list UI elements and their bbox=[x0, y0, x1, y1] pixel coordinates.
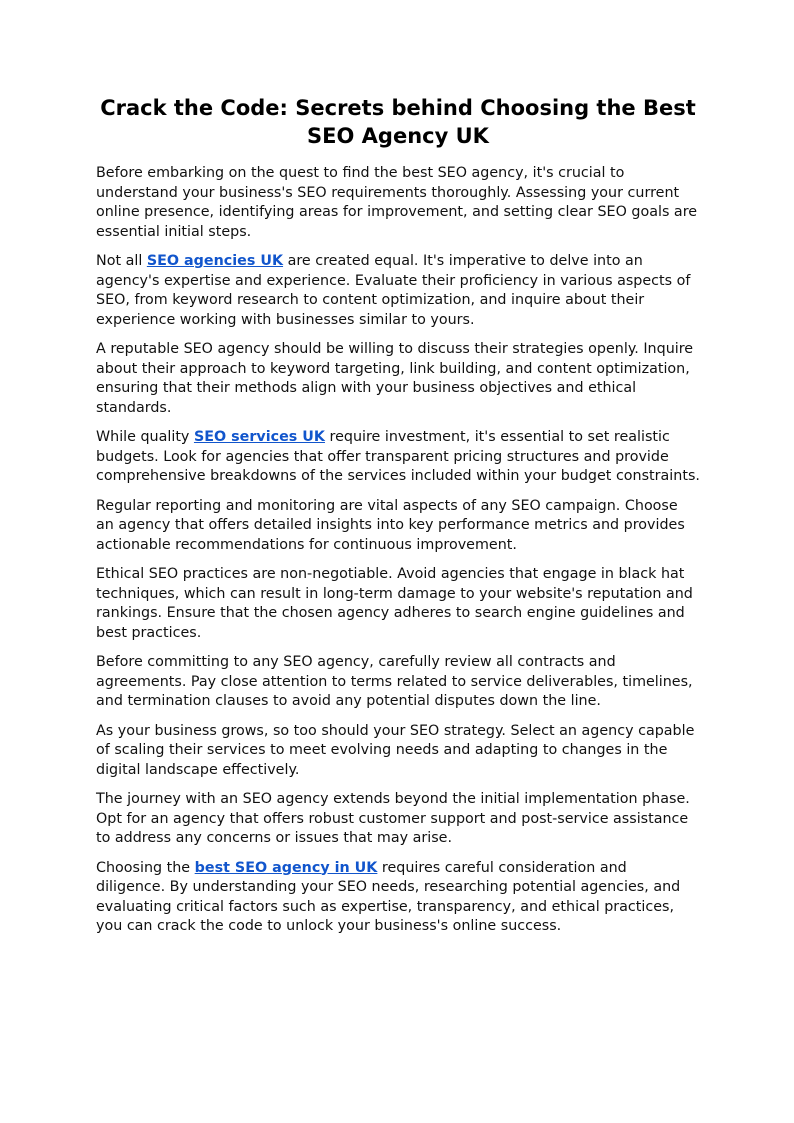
paragraph-text-after: are created equal. It's imperative to delve into an agency's expertise and experience. Evaluate their proficiency in various aspects of SEO, from keyword research to content optimization, and inquire about their experience working with businesses similar to yours. bbox=[96, 253, 691, 328]
paragraph-text-after: require investment, it's essential to set realistic budgets. Look for agencies that offer transparent pricing structures and provide comprehensive breakdowns of the services included within your budget constraints. bbox=[96, 429, 700, 484]
document-page bbox=[96, 94, 700, 947]
seo-services-uk-link[interactable]: SEO services UK bbox=[193, 429, 325, 445]
paragraph-support: The journey with an SEO agency extends beyond the initial implementation phase. Opt for an agency that offers robust customer support and post-service assistance to address any concerns or issues that may arise. bbox=[96, 791, 690, 846]
paragraph-ethics: Ethical SEO practices are non-negotiable. Avoid agencies that engage in black hat techniques, which can result in long-term damage to your website's reputation and rankings. Ensure that the chosen agency adheres to search engine guidelines and best practices. bbox=[96, 566, 693, 641]
paragraph-text-before: Choosing the bbox=[96, 859, 195, 876]
paragraph-text-before: Not all bbox=[96, 253, 147, 269]
paragraph-understand-requirements: Before embarking on the quest to find the best SEO agency, it's crucial to understand your business's SEO requirements thoroughly. Assessing your current online presence, identifying areas for improvement, and setting clear SEO goals are essential initial steps. bbox=[96, 165, 698, 240]
best-seo-agency-uk-link[interactable]: best SEO agency in UK bbox=[194, 859, 378, 876]
seo-agencies-uk-link[interactable]: SEO agencies UK bbox=[146, 253, 284, 269]
page-title: Crack the Code: Secrets behind Choosing the Best SEO Agency UK bbox=[100, 96, 696, 148]
paragraph-expertise bbox=[96, 252, 700, 330]
paragraph-text-after: requires careful consideration and diligence. By understanding your SEO needs, researching potential agencies, and evaluating critical factors such as expertise, transparency, and ethical practices, you can crack the code to unlock your business's online success. bbox=[96, 859, 681, 934]
paragraph-conclusion bbox=[96, 859, 700, 937]
paragraph-text-before: While quality bbox=[96, 429, 194, 445]
paragraph-reporting: Regular reporting and monitoring are vital aspects of any SEO campaign. Choose an agency that offers detailed insights into key performance metrics and provides actionable recommendations for continuous improvement. bbox=[96, 497, 685, 553]
paragraph-scalability: As your business grows, so too should your SEO strategy. Select an agency capable of scaling their services to meet evolving needs and adapting to changes in the digital landscape effectively. bbox=[96, 722, 695, 778]
paragraph-contracts: Before committing to any SEO agency, carefully review all contracts and agreements. Pay close attention to terms related to service deliverables, timelines, and termination clauses to avoid any potential disputes down the line. bbox=[96, 654, 693, 709]
paragraph-budget bbox=[96, 428, 700, 487]
paragraph-strategies: A reputable SEO agency should be willing to discuss their strategies openly. Inquire about their approach to keyword targeting, link building, and content optimization, ensuring that their methods align with your business objectives and ethical standards. bbox=[96, 341, 694, 416]
